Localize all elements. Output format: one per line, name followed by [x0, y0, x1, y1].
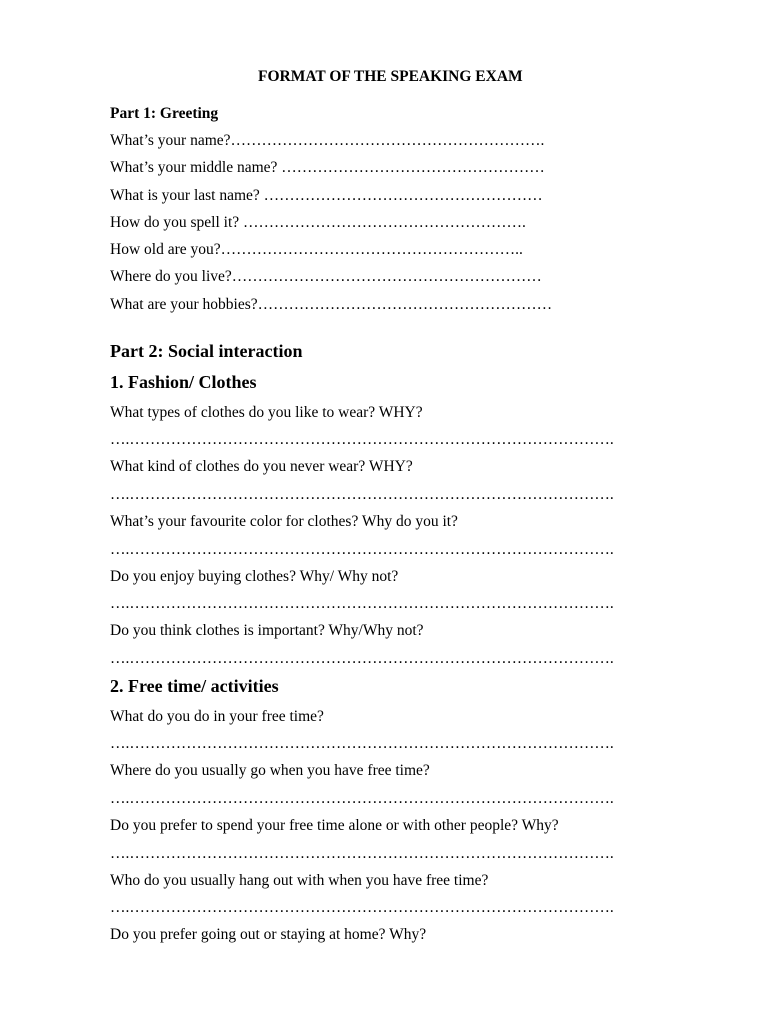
- answer-line: ….………………………………………………………………………………….: [110, 595, 614, 612]
- free-time-question-3: Do you prefer to spend your free time alone or with other people? Why?: [110, 817, 559, 834]
- answer-line: ….………………………………………………………………………………….: [110, 431, 614, 448]
- greeting-question-name: What’s your name?…………………………………………………….: [110, 132, 545, 149]
- answer-line: ….………………………………………………………………………………….: [110, 790, 614, 807]
- free-time-question-1: What do you do in your free time?: [110, 708, 324, 725]
- greeting-question-spell: How do you spell it? ……………………………………………….: [110, 214, 526, 231]
- answer-line: ….………………………………………………………………………………….: [110, 845, 614, 862]
- part2-heading: Part 2: Social interaction: [110, 341, 303, 361]
- greeting-question-live: Where do you live?……………………………………………………: [110, 268, 542, 285]
- answer-line: ….………………………………………………………………………………….: [110, 735, 614, 752]
- free-time-question-4: Who do you usually hang out with when you have free time?: [110, 872, 489, 889]
- greeting-question-hobbies: What are your hobbies?…………………………………………………: [110, 296, 553, 313]
- fashion-question-1: What types of clothes do you like to wear? WHY?: [110, 404, 423, 421]
- fashion-question-4: Do you enjoy buying clothes? Why/ Why not?: [110, 568, 399, 585]
- fashion-question-2: What kind of clothes do you never wear? WHY?: [110, 458, 413, 475]
- greeting-question-age: How old are you?…………………………………………………..: [110, 241, 523, 258]
- fashion-question-3: What’s your favourite color for clothes? Why do you it?: [110, 513, 458, 530]
- part1-heading: Part 1: Greeting: [110, 105, 219, 122]
- answer-line: ….………………………………………………………………………………….: [110, 650, 614, 667]
- answer-line: ….………………………………………………………………………………….: [110, 486, 614, 503]
- section-fashion-heading: 1. Fashion/ Clothes: [110, 372, 257, 392]
- fashion-question-5: Do you think clothes is important? Why/Why not?: [110, 622, 424, 639]
- greeting-question-middle-name: What’s your middle name? ……………………………………………: [110, 159, 545, 176]
- free-time-question-5: Do you prefer going out or staying at home? Why?: [110, 926, 427, 943]
- greeting-question-last-name: What is your last name? ………………………………………………: [110, 187, 543, 204]
- answer-line: ….………………………………………………………………………………….: [110, 541, 614, 558]
- document-title: FORMAT OF THE SPEAKING EXAM: [258, 68, 523, 85]
- free-time-question-2: Where do you usually go when you have free time?: [110, 762, 430, 779]
- answer-line: ….………………………………………………………………………………….: [110, 899, 614, 916]
- section-free-time-heading: 2. Free time/ activities: [110, 676, 279, 696]
